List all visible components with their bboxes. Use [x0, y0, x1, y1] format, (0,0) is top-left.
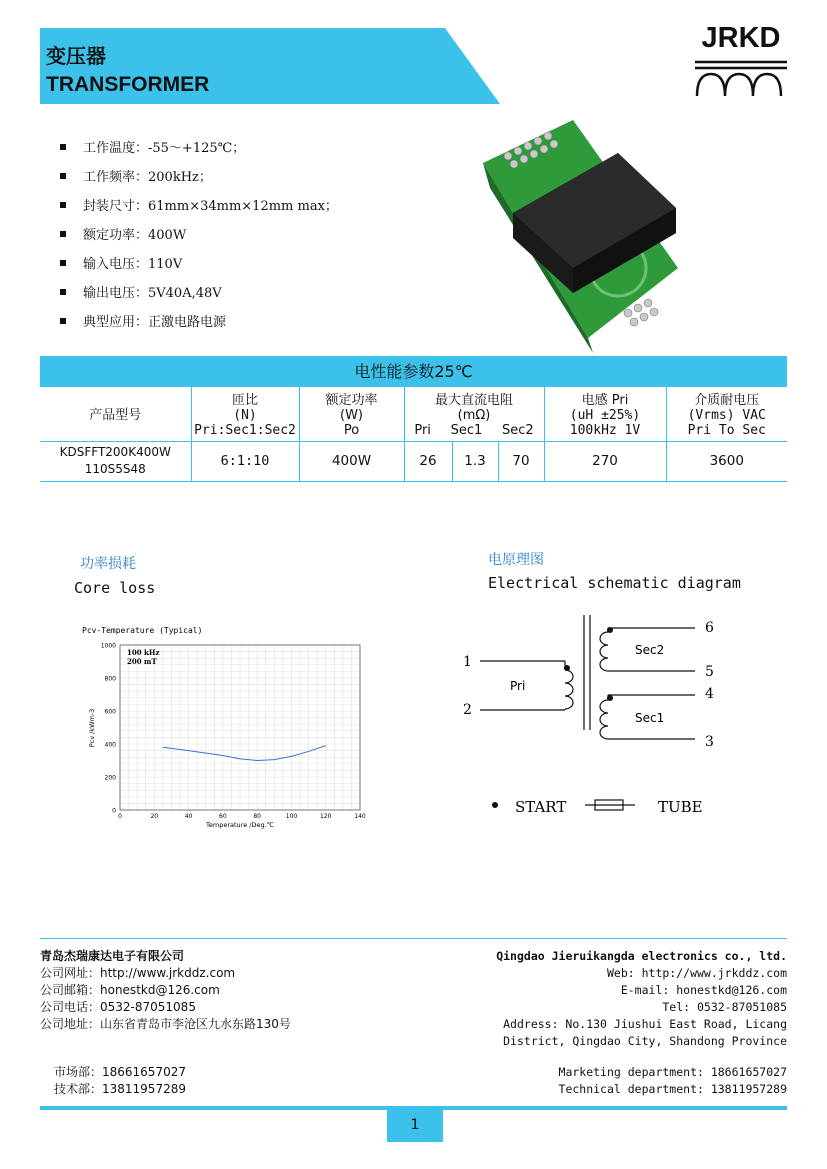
label-sec1: Sec1 [635, 711, 665, 725]
spec-item: 典型应用：正激电路电源 [60, 306, 338, 335]
coreloss-title-cn: 功率损耗 [80, 556, 136, 572]
cell-dcr-sec1: 1.3 [452, 441, 498, 481]
address-cn: 公司地址：山东省青岛市李沧区九水东路130号 [40, 1017, 291, 1031]
cell-power: 400W [299, 441, 404, 481]
y-tick-label: 200 [104, 774, 116, 782]
jrkd-logo [693, 22, 789, 98]
chart-annotation-freq: 100 kHz [127, 648, 160, 657]
spec-item: 输出电压：5V40A,48V [60, 277, 338, 306]
x-tick-label: 140 [354, 813, 366, 820]
y-tick-label: 1000 [100, 642, 116, 650]
x-tick-label: 20 [150, 813, 159, 820]
email-en: E-mail: honestkd@126.com [620, 983, 787, 997]
logo-text: JRKD [701, 22, 781, 54]
y-tick-label: 400 [104, 741, 116, 749]
spec-item: 输入电压：110V [60, 248, 338, 277]
pin-5: 5 [705, 664, 714, 680]
pin-2: 2 [463, 702, 472, 718]
electrical-schematic [455, 610, 745, 825]
header-hipot: 介质耐电压 (Vrms) VAC Pri To Sec [666, 387, 787, 441]
company-name-en: Qingdao Jieruikangda electronics co., ltd. [496, 949, 787, 963]
pin-3: 3 [705, 734, 714, 750]
title-cn: 变压器 [46, 44, 106, 68]
marketing-en: Marketing department: 18661657027 [558, 1065, 787, 1079]
pin-4: 4 [705, 686, 714, 702]
y-tick-label: 0 [112, 807, 116, 815]
start-dot-icon [607, 695, 613, 701]
spec-list [60, 132, 338, 335]
label-sec2: Sec2 [635, 643, 665, 657]
departments-cn [54, 1064, 186, 1098]
bullet-icon [60, 231, 66, 237]
footer-divider [40, 938, 787, 939]
page-number: 1 [387, 1106, 443, 1142]
phone-cn: 公司电话：0532-87051085 [40, 1000, 196, 1014]
footer-contact-en [496, 948, 787, 1050]
marketing-cn: 市场部：18661657027 [54, 1065, 186, 1079]
sec2-winding [600, 632, 608, 671]
coreloss-title-en: Core loss [74, 579, 156, 597]
bullet-icon [60, 318, 66, 324]
x-tick-label: 40 [184, 813, 193, 820]
x-tick-label: 60 [219, 813, 227, 820]
x-tick-label: 100 [285, 813, 298, 820]
spec-item: 额定功率：400W [60, 219, 338, 248]
footer-contact-cn [40, 948, 291, 1033]
table-row [40, 441, 787, 481]
x-tick-label: 80 [253, 813, 261, 820]
technical-en: Technical department: 13811957289 [558, 1082, 787, 1096]
address-en-line2: District, Qingdao City, Shandong Province [503, 1034, 787, 1048]
cell-dcr-pri: 26 [404, 441, 452, 481]
chart-title: Pcv-Temperature (Typical) [82, 626, 203, 635]
technical-cn: 技术部：13811957289 [54, 1082, 186, 1096]
coil-logo-icon [693, 58, 789, 98]
x-axis-label: Temperature /Deg.℃ [206, 821, 274, 829]
x-tick-label: 0 [118, 813, 122, 820]
header-model: 产品型号 [40, 387, 191, 441]
header-dcr-sec1: Sec1 [450, 423, 483, 439]
bullet-icon [60, 173, 66, 179]
cell-hipot: 3600 [666, 441, 787, 481]
chart-grid [120, 645, 360, 810]
company-name-cn: 青岛杰瑞康达电子有限公司 [40, 949, 185, 963]
address-en-line1: Address: No.130 Jiushui East Road, Licang [503, 1017, 787, 1031]
schematic-title-cn: 电原理图 [488, 552, 544, 568]
schematic-title-en: Electrical schematic diagram [488, 574, 741, 592]
bullet-icon [60, 202, 66, 208]
cell-inductance: 270 [544, 441, 666, 481]
cell-ratio: 6:1:10 [191, 441, 299, 481]
x-tick-labels [118, 813, 366, 820]
table-header-row [40, 387, 787, 441]
departments-en [559, 1064, 787, 1098]
spec-item: 封装尺寸：61mm×34mm×12mm max； [60, 190, 338, 219]
header-dcr: 最大直流电阻 (mΩ) Pri Sec1 Sec2 [404, 387, 544, 441]
title-banner [40, 28, 500, 104]
cell-model: KDSFFT200K400W 110S5S48 [40, 441, 191, 481]
chart-annotation-flux: 200 mT [127, 657, 157, 666]
bullet-icon [60, 289, 66, 295]
legend-tube: TUBE [658, 798, 703, 816]
sec1-winding [600, 700, 608, 739]
pcv-temperature-chart [72, 620, 372, 835]
header-dcr-sec2: Sec2 [501, 423, 534, 439]
start-dot-icon [492, 802, 498, 808]
header-ratio: 匝比 (N) Pri:Sec1:Sec2 [191, 387, 299, 441]
label-pri: Pri [510, 679, 526, 693]
start-dot-icon [564, 665, 570, 671]
email-cn: 公司邮箱：honestkd@126.com [40, 983, 220, 997]
table-title: 电性能参数25℃ [40, 356, 787, 387]
start-dot-icon [607, 627, 613, 633]
website-en: Web: http://www.jrkddz.com [606, 966, 787, 980]
header-inductance: 电感 Pri (uH ±25%) 100kHz 1V [544, 387, 666, 441]
spec-item: 工作温度：-55～+125℃； [60, 132, 338, 161]
title-en: TRANSFORMER [46, 73, 210, 96]
series-line-pcv [163, 746, 326, 761]
phone-en: Tel: 0532-87051085 [662, 1000, 787, 1014]
bullet-icon [60, 260, 66, 266]
x-tick-label: 120 [319, 813, 332, 820]
legend-start: START [515, 798, 567, 816]
parameter-table [40, 356, 787, 482]
spec-item: 工作频率：200kHz； [60, 161, 338, 190]
y-tick-label: 800 [104, 675, 116, 683]
pin-1: 1 [463, 654, 472, 670]
bullet-icon [60, 144, 66, 150]
website-cn: 公司网址：http://www.jrkddz.com [40, 966, 236, 980]
header-power: 额定功率 (W) Po [299, 387, 404, 441]
pin-6: 6 [705, 620, 714, 636]
y-tick-label: 600 [104, 708, 116, 716]
pri-winding [565, 670, 573, 709]
product-photo [478, 118, 688, 353]
header-dcr-pri: Pri [414, 423, 431, 439]
cell-dcr-sec2: 70 [498, 441, 544, 481]
y-tick-labels [101, 643, 116, 815]
y-axis-label: Pcv /kWm-3 [88, 708, 96, 748]
